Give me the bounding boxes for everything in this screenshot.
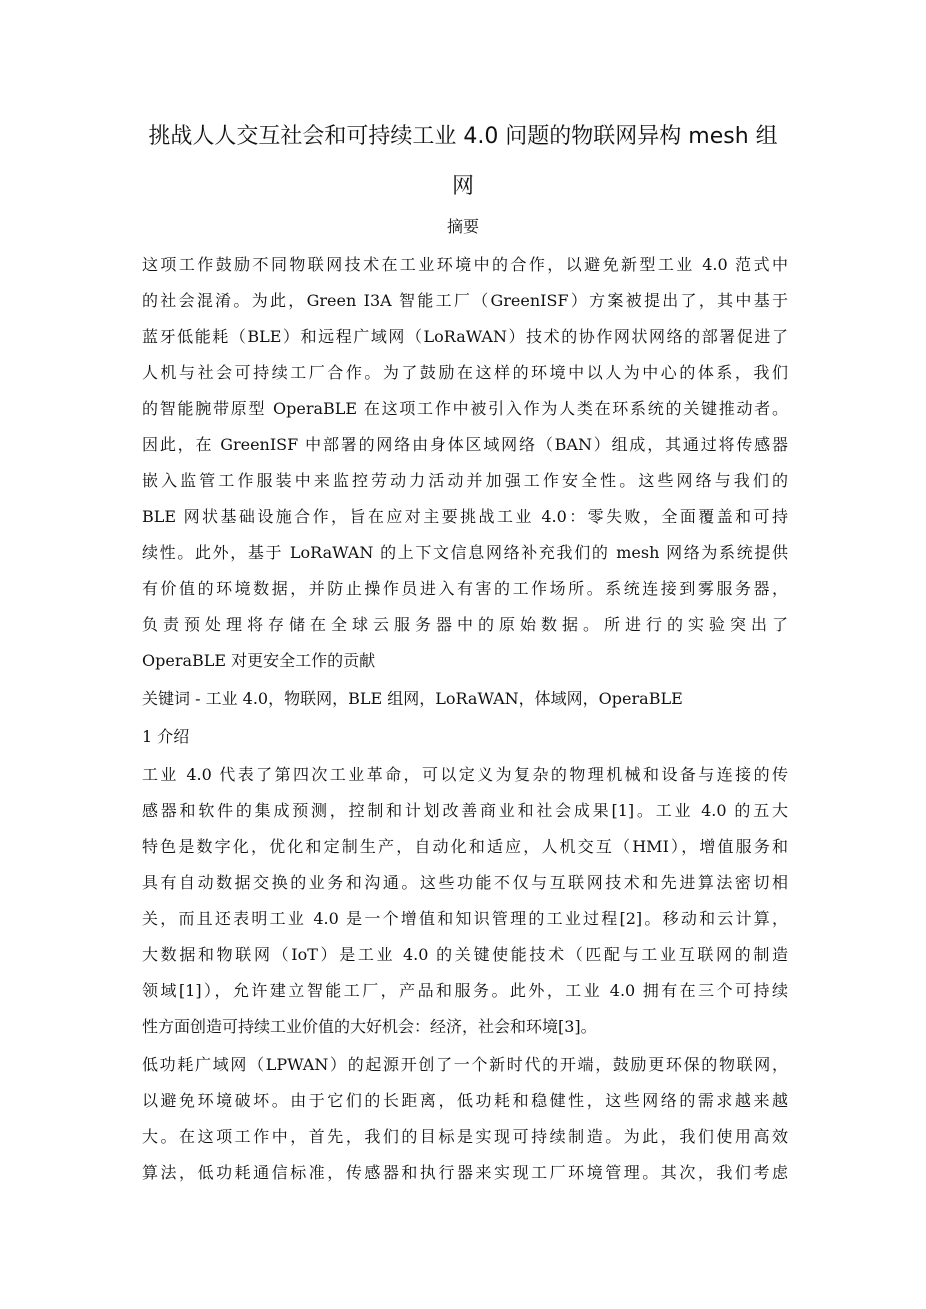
intro-line: 关，而且还表明工业 4.0 是一个增值和知识管理的工业过程[2]。移动和云计算，: [142, 909, 788, 928]
intro-line: 低功耗广域网（LPWAN）的起源开创了一个新时代的开端，鼓励更环保的物联网，: [142, 1055, 788, 1074]
keywords-line: 关键词 - 工业 4.0，物联网，BLE 组网，LoRaWAN，体域网，OperaBLE: [142, 689, 683, 708]
intro-line: 特色是数字化，优化和定制生产，自动化和适应，人机交互（HMI），增值服务和: [142, 837, 788, 856]
abstract-heading: 摘要: [446, 217, 479, 236]
abstract-line: 这项工作鼓励不同物联网技术在工业环境中的合作，以避免新型工业 4.0 范式中: [142, 255, 788, 274]
abstract-line: 因此，在 GreenISF 中部署的网络由身体区域网络（BAN）组成，其通过将传感器: [142, 435, 788, 454]
abstract-line: BLE 网状基础设施合作，旨在应对主要挑战工业 4.0：零失败，全面覆盖和可持: [142, 507, 788, 526]
intro-line: 感器和软件的集成预测，控制和计划改善商业和社会成果[1]。工业 4.0 的五大: [142, 801, 788, 820]
intro-line: 大。在这项工作中，首先，我们的目标是实现可持续制造。为此，我们使用高效: [142, 1127, 788, 1146]
abstract-line: OperaBLE 对更安全工作的贡献: [142, 651, 376, 670]
abstract-line: 嵌入监管工作服装中来监控劳动力活动并加强工作安全性。这些网络与我们的: [142, 471, 788, 490]
paper-title-line-1: 挑战人人交互社会和可持续工业 4.0 问题的物联网异构 mesh 组: [148, 124, 778, 149]
abstract-line: 负责预处理将存储在全球云服务器中的原始数据。所进行的实验突出了: [142, 615, 788, 634]
section-heading-introduction: 1 介绍: [142, 727, 190, 746]
abstract-line: 续性。此外，基于 LoRaWAN 的上下文信息网络补充我们的 mesh 网络为系统提供: [142, 543, 788, 562]
intro-line: 性方面创造可持续工业价值的大好机会：经济，社会和环境[3]。: [142, 1017, 597, 1036]
abstract-line: 人机与社会可持续工厂合作。为了鼓励在这样的环境中以人为中心的体系，我们: [142, 363, 788, 382]
abstract-line: 的社会混淆。为此，Green I3A 智能工厂（GreenISF）方案被提出了，其中基于: [142, 291, 788, 310]
intro-line: 工业 4.0 代表了第四次工业革命，可以定义为复杂的物理机械和设备与连接的传: [142, 765, 788, 784]
abstract-line: 蓝牙低能耗（BLE）和远程广域网（LoRaWAN）技术的协作网状网络的部署促进了: [142, 327, 788, 346]
intro-line: 算法，低功耗通信标准，传感器和执行器来实现工厂环境管理。其次，我们考虑: [142, 1163, 788, 1182]
intro-line: 领域[1]），允许建立智能工厂，产品和服务。此外，工业 4.0 拥有在三个可持续: [142, 981, 788, 1000]
paper-title-line-2: 网: [451, 174, 474, 199]
intro-line: 以避免环境破坏。由于它们的长距离，低功耗和稳健性，这些网络的需求越来越: [142, 1091, 788, 1110]
abstract-line: 的智能腕带原型 OperaBLE 在这项工作中被引入作为人类在环系统的关键推动者。: [142, 399, 788, 418]
intro-line: 具有自动数据交换的业务和沟通。这些功能不仅与互联网技术和先进算法密切相: [142, 873, 788, 892]
intro-line: 大数据和物联网（IoT）是工业 4.0 的关键使能技术（匹配与工业互联网的制造: [142, 945, 788, 964]
abstract-line: 有价值的环境数据，并防止操作员进入有害的工作场所。系统连接到雾服务器，: [142, 579, 788, 598]
